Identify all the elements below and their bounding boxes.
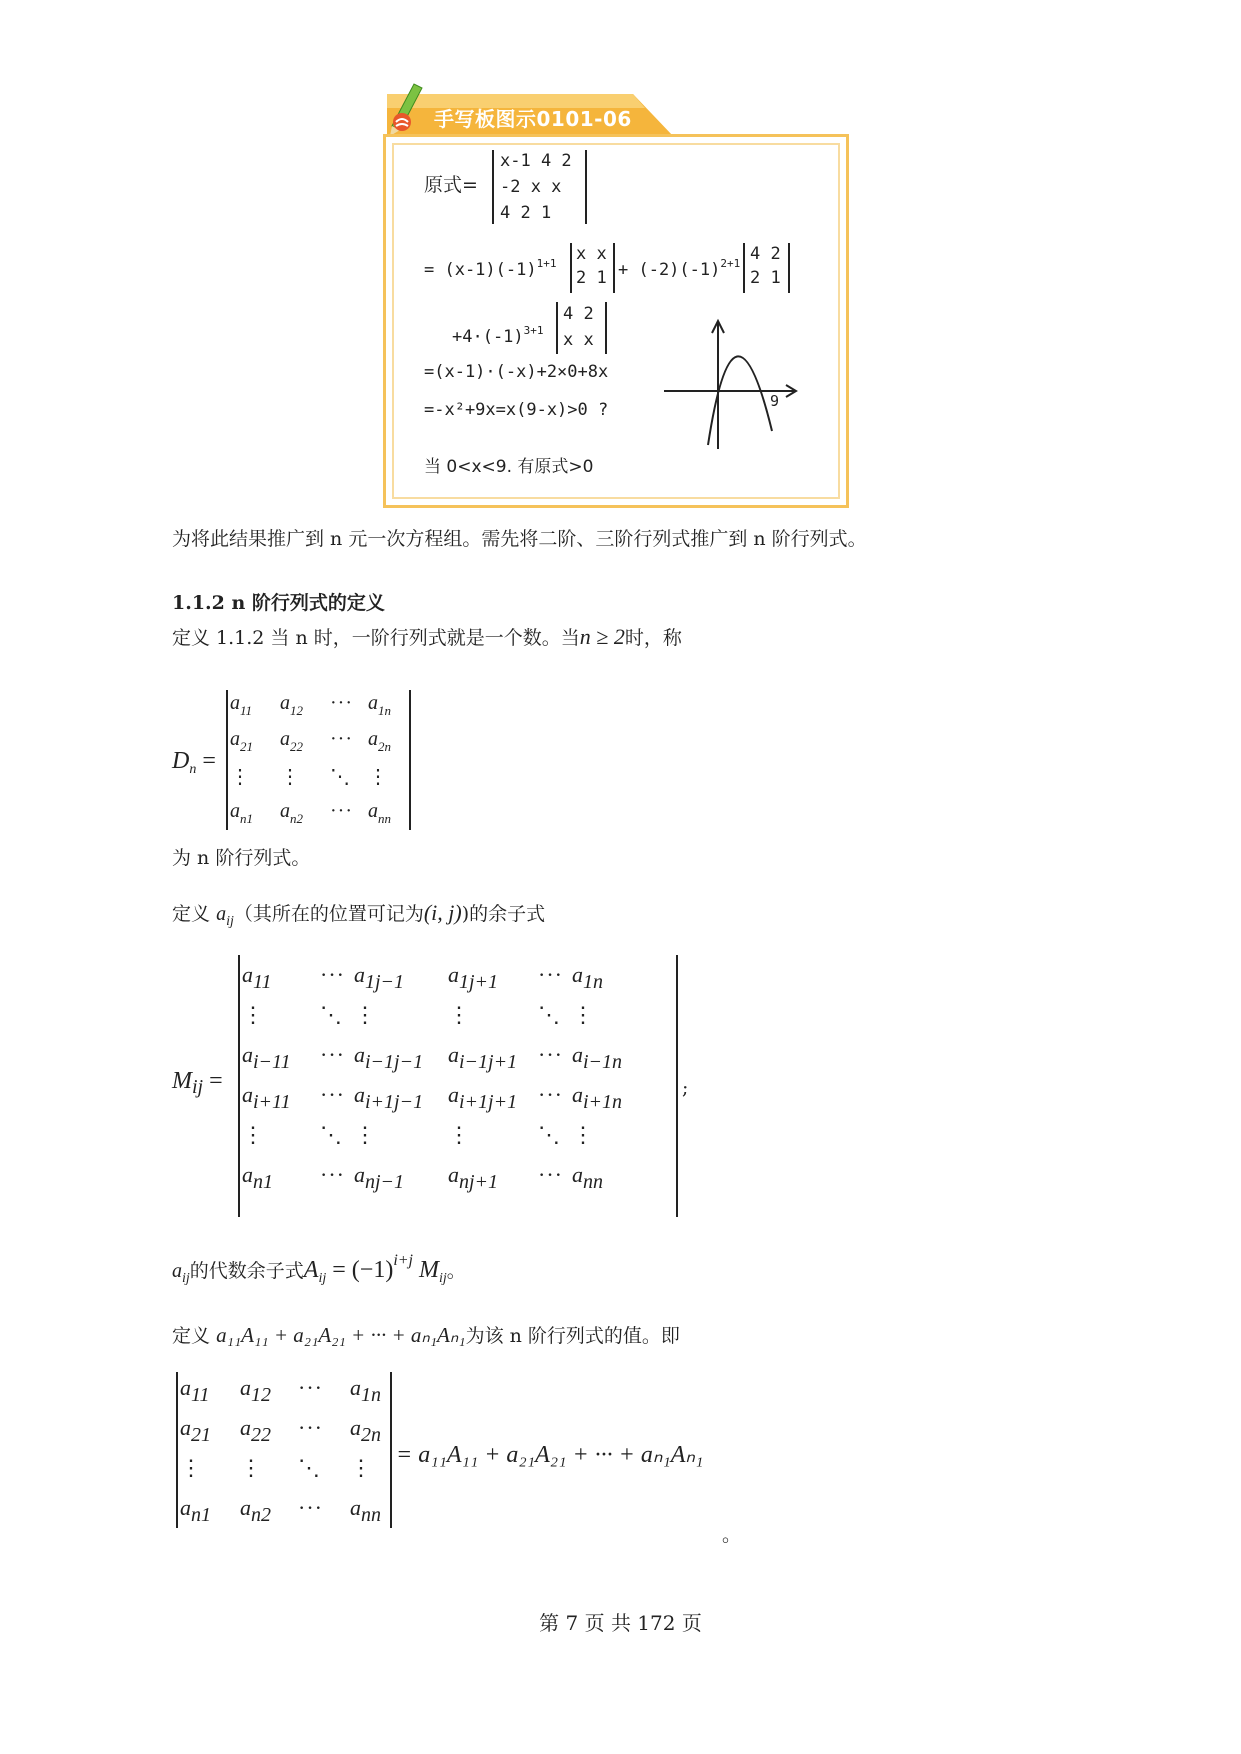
definition-3 [172,1322,680,1349]
definition-1-math: n ≥ 2 [579,624,625,649]
final-cell-r2-c1: a21 [180,1415,211,1446]
final-cell-r4-c2: an2 [240,1495,271,1526]
final-right-bar [390,1372,392,1528]
final-cell-r3-c2: ⋮ [240,1455,263,1480]
dn-cell-r3-c2: ⋮ [280,766,301,788]
section-heading: 1.1.2 n 阶行列式的定义 [172,592,385,614]
graph-label-9: 9 [770,392,780,410]
final-cell-r2-c2: a22 [240,1415,271,1446]
dn-cell-r1-c1: $a_{11}$ [230,692,253,718]
definition-3-formula: a₁₁A₁₁ + a₂₁A₂₁ + ··· + aₙ₁Aₙ₁ [216,1323,466,1347]
dn-label [172,748,216,778]
mij-cell-r3-c5: ··· [538,1042,563,1067]
board-orig-label: 原式= [424,174,478,196]
mij-cell-r6-c2: ··· [320,1162,345,1187]
minor1-row2: 2 1 [576,268,607,288]
mij-cell-r1-c4: a1j+1 [448,962,499,993]
definition-2-text-c: )的余子式 [461,903,546,925]
minor3-row2: x x [563,330,594,350]
mij-cell-r6-c3: anj−1 [354,1162,405,1193]
dn-label-sub: n [189,762,197,777]
board-line6: 当 0<x<9. 有原式>0 [424,457,594,477]
cofactor-formula [303,1252,447,1286]
mij-left-bar [238,955,240,1217]
cofactor-formula-eq: = (−1) [326,1257,394,1283]
mij-cell-r1-c1: a11 [242,962,272,993]
board-line2-a-text: = (x-1)(-1) [424,260,537,280]
dn-cell-r3-c3: ⋱ [330,766,351,788]
board-line3-a [452,324,544,347]
mij-cell-r2-c5: ⋱ [538,1002,561,1027]
final-cell-r4-c4: ann [350,1495,381,1526]
final-rhs: = a₁₁A₁₁ + a₂₁A₂₁ + ··· + aₙ₁Aₙ₁ [396,1442,704,1468]
mij-cell-r4-c1: ai+11 [242,1082,291,1113]
cofactor-text: 的代数余子式 [189,1260,304,1282]
final-cell-r3-c1: ⋮ [180,1455,203,1480]
definition-2 [172,900,545,935]
mij-cell-r6-c4: anj+1 [448,1162,499,1193]
mij-cell-r5-c2: ⋱ [320,1122,343,1147]
mij-cell-r4-c4: ai+1j+1 [448,1082,518,1113]
mij-cell-r5-c6: ⋮ [572,1122,595,1147]
det3-right-bar [585,150,587,224]
mij-cell-r3-c2: ··· [320,1042,345,1067]
final-cell-r3-c4: ⋮ [350,1455,373,1480]
mij-equals: = [203,1068,223,1094]
dn-cell-r4-c1: $a_{n1}$ [230,800,253,826]
mij-right-bar [676,955,678,1217]
mij-cell-r5-c3: ⋮ [354,1122,377,1147]
final-period: 。 [722,1524,742,1546]
mij-semicolon: ; [682,1077,689,1099]
board-line4: =(x-1)·(-x)+2×0+8x [424,362,609,382]
cofactor-aij-letter: a [172,1260,182,1282]
dn-cell-r1-c4: $a_{1n}$ [368,692,391,718]
pencil-icon [380,78,430,138]
dn-cell-r4-c2: $a_{n2}$ [280,800,303,826]
final-cell-r4-c3: ··· [298,1495,323,1520]
dn-cell-r2-c4: $a_{2n}$ [368,728,391,754]
dn-cell-r2-c2: $a_{22}$ [280,728,303,754]
board-title: 手写板图示0101-06 [434,107,632,131]
final-cell-r2-c3: ··· [298,1415,323,1440]
mij-cell-r3-c4: ai−1j+1 [448,1042,518,1073]
dn-cell-r3-c4: ⋮ [368,766,389,788]
minor1-left-bar [570,243,572,293]
mij-cell-r3-c1: ai−11 [242,1042,291,1073]
mij-cell-r4-c6: ai+1n [572,1082,623,1113]
board-line2-b-text: + (-2)(-1) [618,260,721,280]
final-cell-r1-c3: ··· [298,1375,323,1400]
dn-right-bar [409,690,411,830]
mij-cell-r3-c3: ai−1j−1 [354,1042,424,1073]
definition-1 [172,624,682,651]
det3-row3: 4 2 1 [500,203,552,223]
mij-cell-r2-c4: ⋮ [448,1002,471,1027]
dn-cell-r3-c1: ⋮ [230,766,251,788]
cofactor-formula-A: A [303,1257,319,1283]
mij-cell-r4-c2: ··· [320,1082,345,1107]
minor3-row1: 4 2 [563,304,594,324]
mij-cell-r2-c2: ⋱ [320,1002,343,1027]
mij-label-sub: ij [192,1076,204,1098]
minor2-row1: 4 2 [750,244,781,264]
definition-2-text-b: （其所在的位置可记为 [233,903,424,925]
board-line2-a-sup: 1+1 [536,257,557,270]
mij-cell-r6-c1: an1 [242,1162,273,1193]
cofactor-formula-sub: ij [318,1271,327,1286]
board-line2-b-sup: 2+1 [720,257,741,270]
cofactor-aij-sub: ij [182,1271,190,1286]
paragraph-generalize: 为将此结果推广到 n 元一次方程组。需先将二阶、三阶行列式推广到 n 阶行列式。 [172,528,867,550]
cofactor-formula-sup: i+j [393,1252,413,1269]
mij-cell-r1-c6: a1n [572,962,603,993]
final-cell-r2-c4: a2n [350,1415,381,1446]
minor2-row2: 2 1 [750,268,781,288]
definition-3-text-a: 定义 [172,1325,211,1347]
dn-cell-r4-c3: ··· [330,800,353,822]
board-line3-a-sup: 3+1 [523,324,544,337]
dn-cell-r4-c4: $a_{nn}$ [368,800,391,826]
mij-cell-r1-c2: ··· [320,962,345,987]
final-left-bar [176,1372,178,1528]
final-cell-r3-c3: ⋱ [298,1455,321,1480]
dn-cell-r2-c1: $a_{21}$ [230,728,253,754]
definition-2-text-a: 定义 [172,903,211,925]
mij-cell-r4-c3: ai+1j−1 [354,1082,424,1113]
dn-cell-r1-c2: $a_{12}$ [280,692,303,718]
mij-cell-r6-c5: ··· [538,1162,563,1187]
board-line5: =-x²+9x=x(9-x)>0 ? [424,400,609,420]
cofactor-aij [172,1260,190,1286]
mij-label-letter: M [172,1068,192,1094]
mij-cell-r2-c3: ⋮ [354,1002,377,1027]
cofactor-formula-M-sub: ij [439,1271,447,1286]
final-cell-r1-c2: a12 [240,1375,271,1406]
board-line2-b [618,257,740,280]
mij-cell-r1-c5: ··· [538,962,563,987]
parabola-sketch [660,315,800,455]
mij-cell-r2-c1: ⋮ [242,1002,265,1027]
minor2-left-bar [743,243,745,293]
definition-2-aij-sub: ij [226,914,234,929]
mij-cell-r2-c6: ⋮ [572,1002,595,1027]
minor3-left-bar [556,302,558,354]
mij-cell-r3-c6: ai−1n [572,1042,623,1073]
definition-2-aij [216,903,234,929]
dn-equals: = [196,748,216,774]
mij-cell-r1-c3: a1j−1 [354,962,405,993]
mij-cell-r6-c6: ann [572,1162,603,1193]
mij-cell-r5-c1: ⋮ [242,1122,265,1147]
det3-row1: x-1 4 2 [500,151,572,171]
det3-left-bar [492,150,494,224]
dn-label-letter: D [172,748,190,774]
page-footer: 第 7 页 共 172 页 [539,1611,702,1635]
minor1-row1: x x [576,244,607,264]
definition-1-text-a: 定义 1.1.2 当 n 时，一阶行列式就是一个数。当 [172,627,580,649]
final-cell-r1-c1: a11 [180,1375,210,1406]
mij-cell-r4-c5: ··· [538,1082,563,1107]
board-line3-a-text: +4·(-1) [452,327,524,347]
cofactor-end: 。 [446,1260,466,1282]
mij-cell-r5-c4: ⋮ [448,1122,471,1147]
dn-cell-r1-c3: ··· [330,692,353,714]
minor3-right-bar [605,302,607,354]
minor2-right-bar [788,243,790,293]
dn-cell-r2-c3: ··· [330,728,353,750]
minor1-right-bar [613,243,615,293]
cofactor-formula-M: M [413,1257,439,1283]
dn-left-bar [226,690,228,830]
final-cell-r4-c1: an1 [180,1495,211,1526]
mij-cell-r5-c5: ⋱ [538,1122,561,1147]
final-cell-r1-c4: a1n [350,1375,381,1406]
definition-2-position: (i, j) [423,900,462,925]
dn-caption: 为 n 阶行列式。 [172,847,311,869]
definition-2-aij-letter: a [216,903,227,925]
mij-label [172,1068,223,1099]
board-line2-a [424,257,556,280]
cofactor-line [172,1248,466,1292]
det3-row2: -2 x x [500,177,562,197]
definition-1-text-b: 时，称 [624,627,682,649]
definition-3-text-b: 为该 n 阶行列式的值。即 [465,1325,680,1347]
